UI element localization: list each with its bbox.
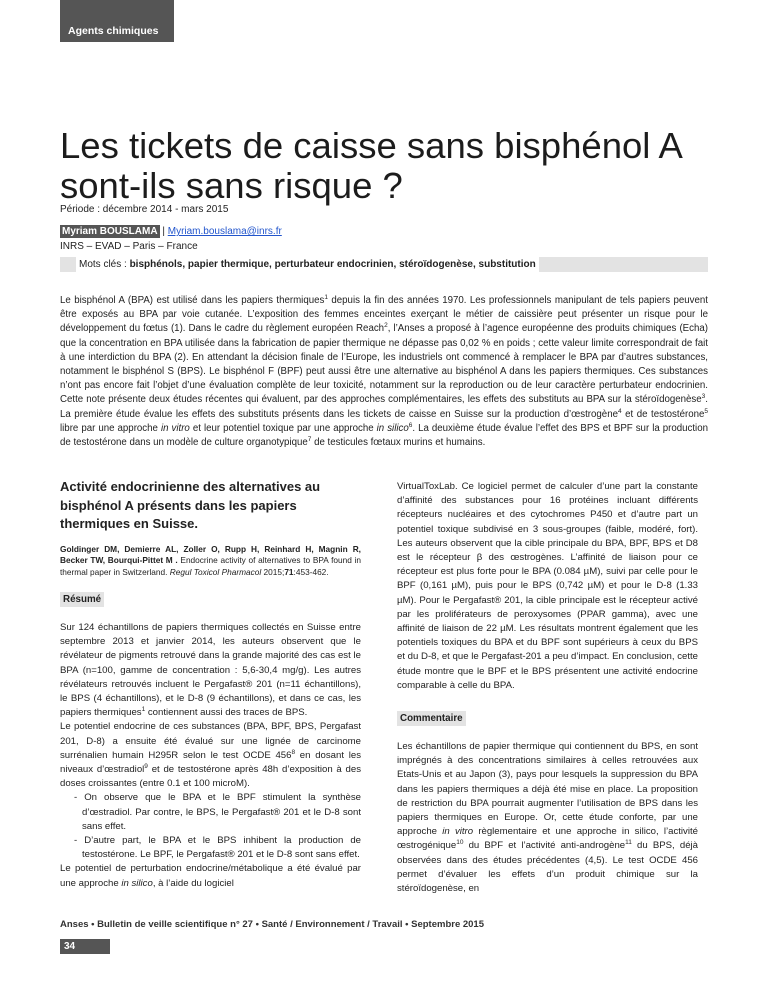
intro-text: et leur potentiel toxique par une approche bbox=[189, 422, 377, 434]
keywords-list: bisphénols, papier thermique, perturbateur endocrinien, stéroïdogenèse, substitution bbox=[129, 259, 536, 270]
intro-text: depuis la fin des années 1970. Les professionnels manipulant de tels papiers peuvent être exposés au BPA par voie cutanée. L’exposition des femmes enceintes exerçant le métier de caissière peut présenter un risque pour le développement du fœtus (1). Dans le cadre du règlement européen Reach bbox=[60, 295, 708, 335]
period-line: Période : décembre 2014 - mars 2015 bbox=[60, 204, 229, 215]
footnote-ref: 9 bbox=[144, 762, 148, 770]
left-column bbox=[60, 478, 361, 891]
list-item: - D’autre part, le BPA et le BPS inhibent la production de testostérone. Le BPF, le Pergafast® 201 et le D-8 sont sans effet. bbox=[74, 835, 361, 861]
summary-text: Sur 124 échantillons de papiers thermiques collectés en Suisse entre septembre 2013 et janvier 2014, les auteurs observent que le révélateur de pigments retrouvé dans la grande majorité des cas est le BPA (n=100, gamme de concentration : 5,6-30,4 mg/g). Les autres révélateurs retrouvés incluent le Pergafast® 201 (n=11 échantillons), le BPS (4 échantillons), et le D-8 (9 échantillons), et dans ce cas, les papiers thermiques bbox=[60, 622, 361, 719]
keywords-box bbox=[76, 257, 539, 272]
intro-text: libre par une approche bbox=[60, 422, 161, 434]
category-label: Agents chimiques bbox=[68, 25, 159, 37]
reference-title: Endocrine activity of alternatives to BPA found in thermal paper in Switzerland. bbox=[60, 555, 361, 577]
reference-year: 2015; bbox=[261, 566, 285, 577]
summary-text: et de testostérone après 48h d’exposition à des doses croissantes (entre 0.1 et 100 microM). bbox=[60, 764, 361, 790]
resume-heading: Résumé bbox=[60, 592, 104, 607]
author-separator: | bbox=[159, 226, 168, 237]
comment-text: du BPS, déjà observées dans des études précédentes (4,5). Le test OCDE 456 permet d’évaluer les effets d’un produit chimique sur la stéroïdogenèse, en bbox=[397, 840, 699, 895]
summary-text: en dosant les niveaux d’œstradiol bbox=[60, 749, 361, 776]
summary-italic: in silico bbox=[121, 877, 153, 889]
comment-text: du BPF et l’activité anti-androgène bbox=[463, 840, 626, 852]
keywords-label: Mots clés : bbox=[79, 259, 130, 270]
footnote-ref: 10 bbox=[456, 839, 464, 847]
summary-continued-paragraph: VirtualToxLab. Ce logiciel permet de calculer d’une part la constante d’affinité des substances pour 16 protéines incluant différents récepteurs nucléaires et des cytochromes P450 et d’autre part un potentiel toxique subdivisé en 3 sous-groupes (faible, modéré, fort). Les auteurs observent que la cible principale du BPA, BPF, BPS et D8 est le récepteur β des œstrogènes. L’affinité de liaison pour ce récepteur est plus forte pour le BPA (0.084 µM), suivi par celle pour le BPF (0,161 µM), puis pour le BPS (0,742 µM) et pour le D-8 (1.33 µM). Pour le Pergafast® 201, la cible principale est le récepteur activé par les proliférateurs de peroxysomes (PPAR gamma), avec une affinité de liaison de 22 µM. Les résultats montrent également que les potentiels toxiques du BPA et du BPF sont supérieurs à ceux du BPS et du D-8, et que le Pergafast-201 a peu d’impact. En conclusion, cette étude montre que le BPF et le BPS présentent une activité endocrine comparable à celle du BPA. bbox=[397, 481, 698, 691]
affiliation: INRS – EVAD – Paris – France bbox=[60, 241, 198, 252]
intro-italic: in silico bbox=[376, 422, 409, 434]
summary-paragraph bbox=[60, 621, 361, 720]
intro-text: Le bisphénol A (BPA) est utilisé dans les papiers thermiques bbox=[60, 295, 325, 306]
intro-paragraph bbox=[60, 294, 708, 450]
footer-line: Anses • Bulletin de veille scientifique n° 27 • Santé / Environnement / Travail • Septembre 2015 bbox=[60, 919, 485, 930]
footnote-ref: 6 bbox=[408, 421, 413, 429]
intro-text: et de testostérone bbox=[621, 408, 705, 420]
right-column bbox=[397, 480, 698, 896]
intro-text: . La première étude évalue les effets des substituts présents dans les tickets de caisse en Suisse sur la production d’œstrogène bbox=[60, 394, 708, 420]
intro-text: . La deuxième étude évalue l’effet des BPS et BPF sur la production de testostérone dans un modèle de culture organotypique bbox=[60, 422, 708, 449]
author-name: Myriam BOUSLAMA bbox=[62, 226, 158, 237]
list-item: - On observe que le BPA et le BPF stimulent la synthèse d’œstradiol. Par contre, le BPS, le Pergafast® 201 et le D-8 sont sans effet. bbox=[74, 792, 361, 832]
intro-italic: in vitro bbox=[160, 422, 190, 434]
summary-paragraph bbox=[60, 720, 361, 791]
comment-paragraph bbox=[397, 740, 698, 896]
reference-pages: :453-462. bbox=[293, 566, 329, 577]
category-tab bbox=[60, 0, 174, 42]
comment-heading: Commentaire bbox=[397, 711, 466, 726]
keywords-bar bbox=[60, 257, 708, 272]
article-title bbox=[60, 126, 700, 206]
comment-text: règlementaire et une approche in silico, l’activité œstrogénique bbox=[397, 826, 698, 852]
title-line-1: Les tickets de caisse sans bisphénol A bbox=[60, 125, 683, 166]
footnote-ref: 1 bbox=[324, 293, 328, 301]
footnote-ref: 7 bbox=[307, 435, 312, 443]
summary-text: contiennent aussi des traces de BPS. bbox=[145, 707, 308, 719]
footnote-ref: 3 bbox=[701, 393, 706, 401]
footnote-ref: 8 bbox=[291, 748, 296, 756]
comment-text: Les échantillons de papier thermique qui contiennent du BPS, en sont imprégnés à des concentrations similaires à celles retrouvées aux Etats-Unis et au Japon (3), pays pour lesquels la suppression du BPA dans les papiers thermiques a déjà été mise en place. La proposition de restriction du BPA pourrait augmenter l’utilisation de BPS dans les papiers thermiques en Europe. Or, cette étude conforte, par une approche bbox=[397, 741, 698, 838]
footnote-ref: 5 bbox=[704, 407, 708, 415]
intro-text: , l’Anses a proposé à l’agence européenne des produits chimiques (Echa) que la concentration en BPA utilisée dans la fabrication de papier thermique ne dépasse pas 0,02 % en poids ; cette valeur limite correspondrait de fait à une interdiction du BPA (2). En attendant la décision finale de l’Europe, les industriels ont commencé à remplacer le BPA par d’autres substances, notamment le bisphénol S (BPS). Le bisphénol F (BPF) peut aussi être une alternative au bisphénol A dans les papiers thermiques. Ces substances n’ont pas encore fait l’objet d’une évaluation complète de leur toxicité, notamment sur la reproduction ou de leur caractère perturbateur endocrinien. Cette note présente deux études récentes qui évaluent, par des approches complémentaires, les effets des substituts au BPA sur la stéroïdogenèse bbox=[60, 323, 708, 406]
reference-volume: 71 bbox=[284, 566, 294, 577]
summary-paragraph bbox=[60, 862, 361, 890]
page-number: 34 bbox=[60, 939, 110, 954]
intro-text: de testicules fœtaux murins et humains. bbox=[311, 437, 486, 449]
title-line-2: sont-ils sans risque ? bbox=[60, 165, 403, 206]
summary-text: Le potentiel de perturbation endocrine/métabolique a été évalué par une approche bbox=[60, 863, 361, 889]
section-title: Activité endocrinienne des alternatives au bisphénol A présents dans les papiers thermiques en Suisse. bbox=[60, 479, 321, 531]
author-line bbox=[60, 226, 282, 237]
comment-italic: in vitro bbox=[442, 826, 474, 838]
footnote-ref: 1 bbox=[141, 706, 146, 714]
summary-text: Le potentiel endocrine de ces substances (BPA, BPF, BPS, Pergafast 201, D-8) a ensuite été évalué sur une lignée de carcinome surrénalien humain H295R selon le test OCDE 456 bbox=[60, 721, 361, 761]
footnote-ref: 4 bbox=[617, 407, 622, 415]
footnote-ref: 2 bbox=[384, 322, 388, 330]
reference-authors: Goldinger DM, Demierre AL, Zoller O, Rupp H, Reinhard H, Magnin R, Becker TW, Bourqui-Pittet M . bbox=[60, 543, 361, 565]
author-email-link[interactable]: Myriam.bouslama@inrs.fr bbox=[167, 226, 282, 237]
reference bbox=[60, 544, 361, 579]
reference-journal: Regul Toxicol Pharmacol bbox=[169, 566, 262, 577]
footnote-ref: 11 bbox=[625, 839, 632, 847]
summary-text: , à l’aide du logiciel bbox=[152, 877, 234, 889]
